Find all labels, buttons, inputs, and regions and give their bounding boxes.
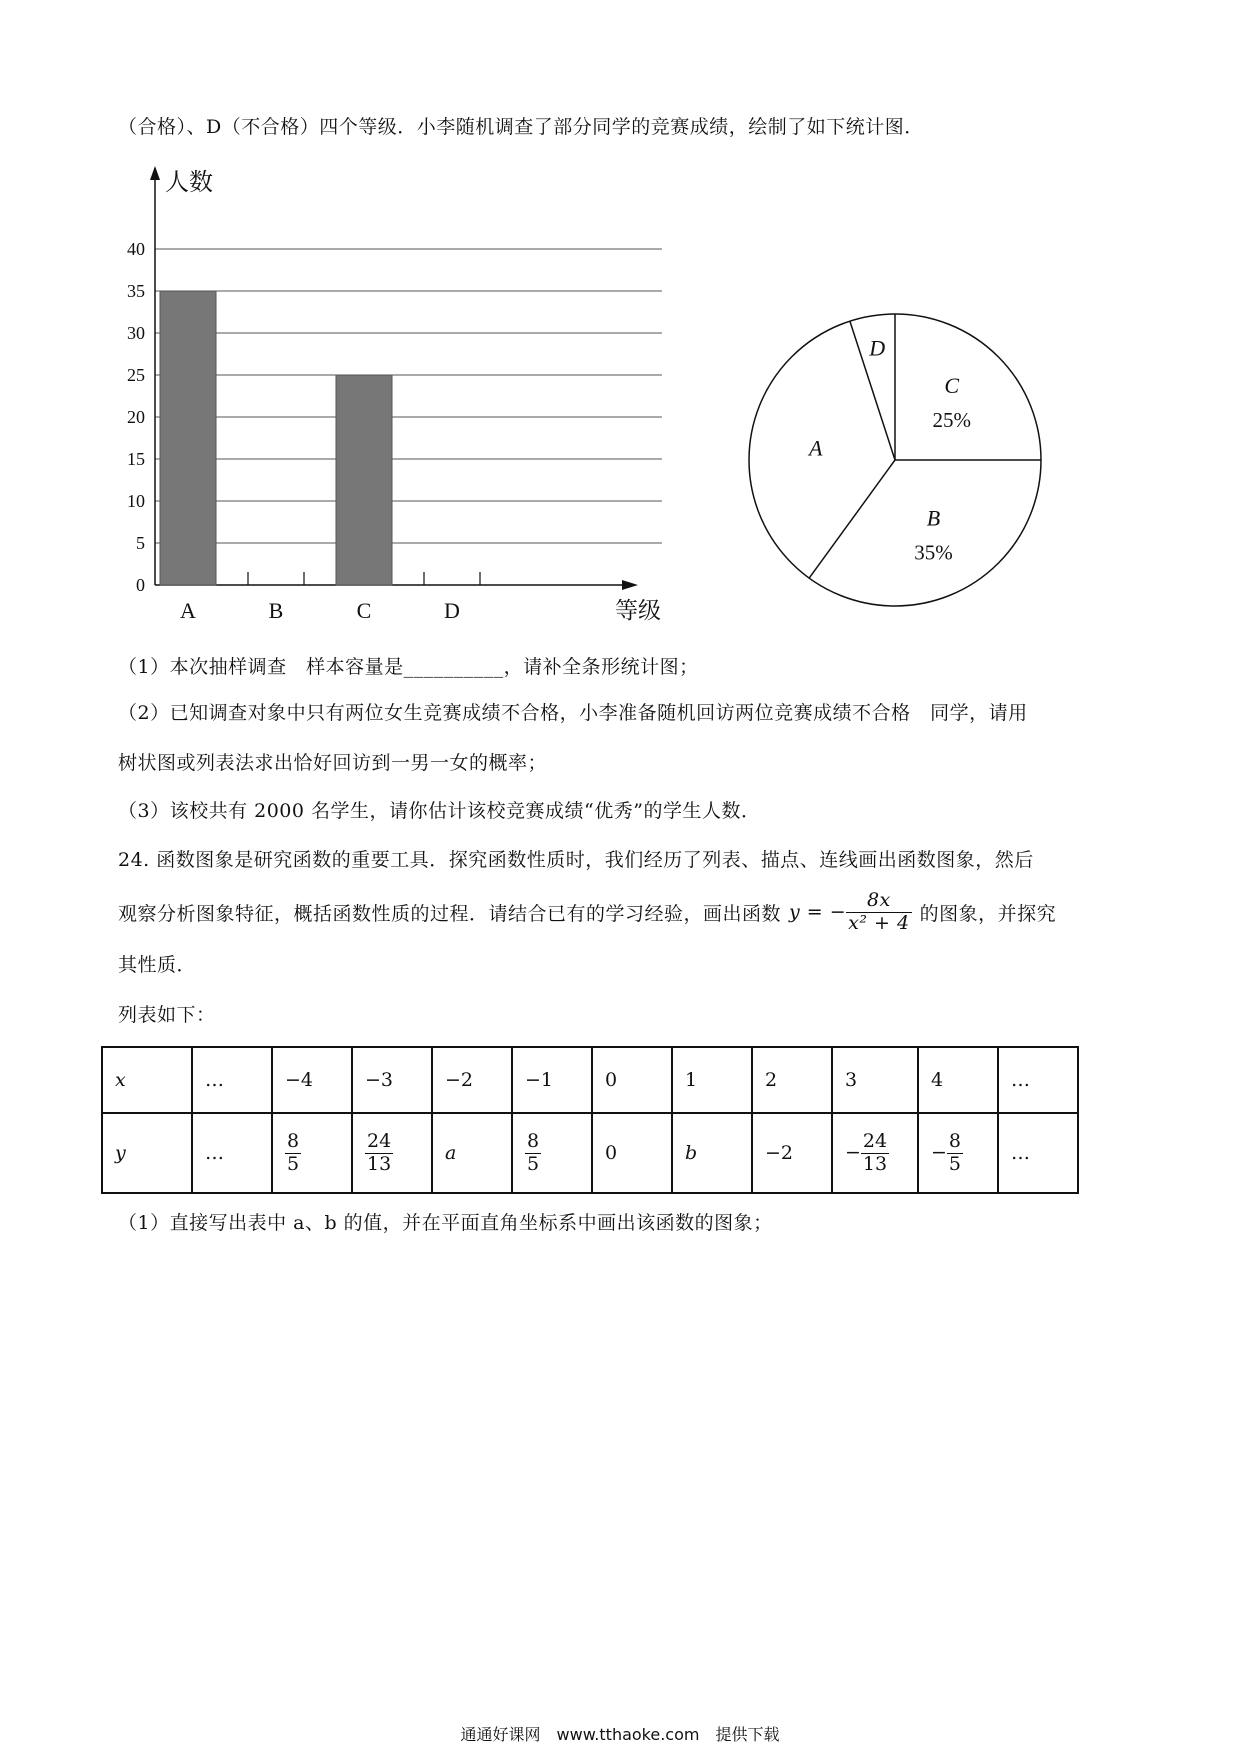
pie-label-B: B bbox=[926, 505, 941, 531]
intro-line: （合格）、D（不合格）四个等级．小李随机调查了部分同学的竞赛成绩，绘制了如下统计图． bbox=[118, 116, 924, 138]
table-cell-x: −4 bbox=[272, 1047, 352, 1113]
pie-label-A: A bbox=[808, 435, 823, 461]
table-row-x bbox=[102, 1047, 1078, 1113]
bar-A bbox=[160, 291, 216, 585]
y-tick-label: 40 bbox=[127, 239, 145, 259]
table-cell-y: 0 bbox=[592, 1113, 672, 1193]
x-tick-label: D bbox=[444, 598, 460, 623]
question-2-line-1: （2）已知调查对象中只有两位女生竞赛成绩不合格，小李准备随机回访两位竞赛成绩不合格 同学，请用 bbox=[118, 702, 1028, 724]
table-cell-y: b bbox=[672, 1113, 752, 1193]
table-cell-x: … bbox=[192, 1047, 272, 1113]
fraction-numerator: 8 bbox=[287, 1129, 300, 1152]
fraction bbox=[947, 1131, 963, 1176]
formula-denominator: x² + 4 bbox=[848, 911, 910, 934]
table-cell-x: −2 bbox=[432, 1047, 512, 1113]
table-cell-x: 1 bbox=[672, 1047, 752, 1113]
fraction-denominator: 5 bbox=[948, 1152, 962, 1175]
question-1: （1）本次抽样调查 样本容量是__________，请补全条形统计图； bbox=[118, 656, 699, 678]
y-tick-label: 5 bbox=[136, 533, 145, 553]
fraction-denominator: 13 bbox=[367, 1152, 392, 1175]
x-tick-label: A bbox=[180, 598, 196, 623]
y-tick-label: 10 bbox=[127, 491, 145, 511]
pie-percent-C: 25% bbox=[932, 408, 972, 433]
table-cell-y: a bbox=[432, 1113, 512, 1193]
fraction-denominator: 5 bbox=[287, 1152, 300, 1175]
table-intro: 列表如下： bbox=[118, 1004, 216, 1026]
fraction-denominator: 13 bbox=[862, 1152, 888, 1175]
bar-chart bbox=[110, 160, 680, 640]
y-tick-label: 35 bbox=[127, 281, 145, 301]
question-2-line-2: 树状图或列表法求出恰好回访到一男一女的概率； bbox=[118, 752, 548, 774]
fraction-numerator: 24 bbox=[862, 1129, 888, 1152]
fraction-numerator: 8 bbox=[527, 1129, 540, 1152]
y-axis-arrow bbox=[150, 166, 160, 180]
fraction bbox=[861, 1131, 889, 1176]
footer: 通通好课网 www.tthaoke.com 提供下载 bbox=[460, 1725, 780, 1744]
fraction-numerator: 24 bbox=[367, 1129, 392, 1152]
fraction bbox=[525, 1131, 541, 1176]
table-row-y bbox=[102, 1113, 1078, 1193]
table-cell-x: 2 bbox=[752, 1047, 832, 1113]
y-axis-label: 人数 bbox=[165, 168, 213, 196]
table-cell-x: −3 bbox=[352, 1047, 432, 1113]
y-tick-label: 15 bbox=[127, 449, 145, 469]
value-table bbox=[101, 1046, 1079, 1194]
pie-label-D: D bbox=[869, 335, 886, 361]
table-cell-y: … bbox=[998, 1113, 1078, 1193]
x-tick-label: C bbox=[356, 598, 372, 623]
table-cell-y: −2 bbox=[752, 1113, 832, 1193]
table-cell-y bbox=[512, 1113, 592, 1193]
y-tick-label: 25 bbox=[127, 365, 145, 385]
formula bbox=[789, 890, 912, 935]
negative-sign: − bbox=[931, 1141, 947, 1163]
problem-24-line-2 bbox=[118, 890, 1056, 935]
x-axis-arrow bbox=[622, 580, 638, 590]
sub-question-1: （1）直接写出表中 a、b 的值，并在平面直角坐标系中画出该函数的图象； bbox=[118, 1212, 773, 1234]
table-cell-x: 3 bbox=[832, 1047, 918, 1113]
x-tick-label: B bbox=[268, 598, 284, 623]
problem-24-line-3: 其性质． bbox=[118, 954, 197, 976]
fraction-numerator: 8 bbox=[948, 1129, 962, 1152]
table-cell-x: … bbox=[998, 1047, 1078, 1113]
negative-sign: − bbox=[845, 1141, 861, 1163]
table-cell-y: … bbox=[192, 1113, 272, 1193]
fraction-denominator: 5 bbox=[527, 1152, 540, 1175]
bar-C bbox=[336, 375, 392, 585]
question-3: （3）该校共有 2000 名学生，请你估计该校竞赛成绩“优秀”的学生人数． bbox=[118, 800, 761, 822]
table-cell-y bbox=[832, 1113, 918, 1193]
pie-chart bbox=[745, 310, 1045, 610]
fraction bbox=[365, 1131, 393, 1176]
table-cell-y: y bbox=[102, 1113, 192, 1193]
x-axis-label: 等级 bbox=[615, 598, 661, 624]
table-cell-y bbox=[918, 1113, 998, 1193]
problem-24-line-2-text: 观察分析图象特征，概括函数性质的过程．请结合已有的学习经验，画出函数 bbox=[118, 902, 782, 925]
y-tick-label: 20 bbox=[127, 407, 145, 427]
formula-lhs: y = − bbox=[789, 901, 847, 924]
pie-label-C: C bbox=[944, 373, 960, 399]
fraction bbox=[285, 1131, 301, 1176]
table-cell-x: x bbox=[102, 1047, 192, 1113]
y-tick-label: 0 bbox=[136, 575, 145, 595]
y-tick-label: 30 bbox=[127, 323, 145, 343]
table-cell-y bbox=[272, 1113, 352, 1193]
table-cell-x: 4 bbox=[918, 1047, 998, 1113]
table-cell-x: −1 bbox=[512, 1047, 592, 1113]
pie-percent-B: 35% bbox=[914, 540, 953, 565]
table-cell-x: 0 bbox=[592, 1047, 672, 1113]
problem-24-line-1: 24. 函数图象是研究函数的重要工具．探究函数性质时，我们经历了列表、描点、连线画出函数图象，然后 bbox=[118, 849, 1034, 871]
problem-24-line-2-tail: 的图象，并探究 bbox=[919, 902, 1057, 925]
formula-numerator: 8x bbox=[846, 890, 911, 913]
formula-fraction bbox=[846, 890, 911, 935]
table-cell-y bbox=[352, 1113, 432, 1193]
